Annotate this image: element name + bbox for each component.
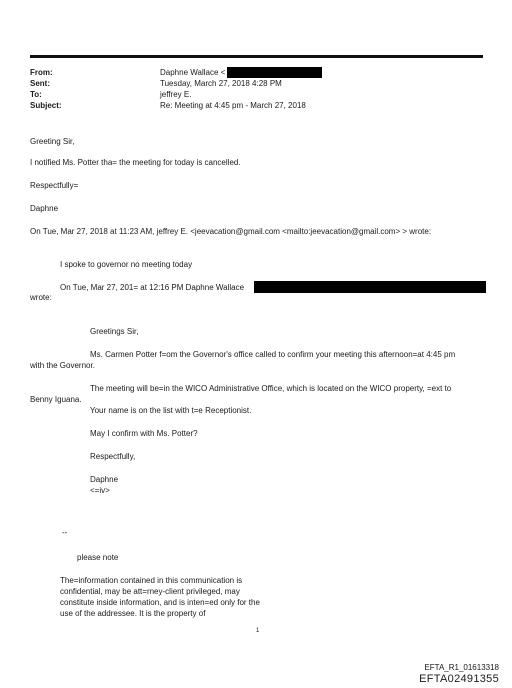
meeting-line-1: The meeting will be=in the WICO Administrative Office, which is located on the WICO property, =ext to xyxy=(90,384,452,393)
notified-line: I notified Ms. Potter tha= the meeting for today is cancelled. xyxy=(30,158,241,167)
redaction-from-email xyxy=(227,67,322,78)
signature-2: Daphne xyxy=(90,475,119,484)
meeting-line-2: Benny Iguana. xyxy=(30,395,82,404)
quote-line: On Tue, Mar 27, 2018 at 11:23 AM, jeffrey E. <jeevacation@gmail.com <mailto:jeevacation@gmail.com> > wrote: xyxy=(30,227,432,236)
to-value: jeffrey E. xyxy=(160,90,192,99)
greeting: Greeting Sir, xyxy=(30,137,75,146)
respectfully-line: Respectfully= xyxy=(30,181,79,190)
subject-label: Subject: xyxy=(30,101,62,110)
greetings-sir: Greetings Sir, xyxy=(90,327,139,336)
nested-quote-line: On Tue, Mar 27, 201= at 12:16 PM Daphne Wallace xyxy=(60,283,245,292)
to-label: To: xyxy=(30,90,42,99)
reply-line: I spoke to governor no meeting today xyxy=(60,260,193,269)
respectfully-2: Respectfully, xyxy=(90,452,136,461)
div-tag: <=iv> xyxy=(90,486,110,495)
bates-ref-large: EFTA02491355 xyxy=(419,673,499,685)
name-list-line: Your name is on the list with t=e Receptionist. xyxy=(90,406,252,415)
from-label: From: xyxy=(30,68,53,77)
potter-line-1: Ms. Carmen Potter f=om the Governor's office called to confirm your meeting this afternoon=at 4:45 pm xyxy=(90,350,456,359)
sent-value: Tuesday, March 27, 2018 4:28 PM xyxy=(160,79,282,88)
disclaimer: The=information contained in this communication is confidential, may be att=rney-client privileged, may constitute inside information, and is inten=ed only for the use of the addressee. It is the property of xyxy=(60,576,260,618)
please-note: please note xyxy=(77,553,119,562)
wrote-label: wrote: xyxy=(30,293,52,302)
signature: Daphne xyxy=(30,204,59,213)
from-value: Daphne Wallace < xyxy=(160,68,226,77)
sent-label: Sent: xyxy=(30,79,50,88)
potter-line-2: with the Governor. xyxy=(30,361,95,370)
confirm-line: May I confirm with Ms. Potter? xyxy=(90,429,198,438)
separator-dashes: -- xyxy=(62,528,68,537)
subject-value: Re: Meeting at 4:45 pm - March 27, 2018 xyxy=(160,101,306,110)
header-rule xyxy=(30,55,483,58)
bates-ref-small: EFTA_R1_01613318 xyxy=(424,663,499,672)
page-number: 1 xyxy=(256,628,260,634)
redaction-nested-email xyxy=(254,281,486,293)
